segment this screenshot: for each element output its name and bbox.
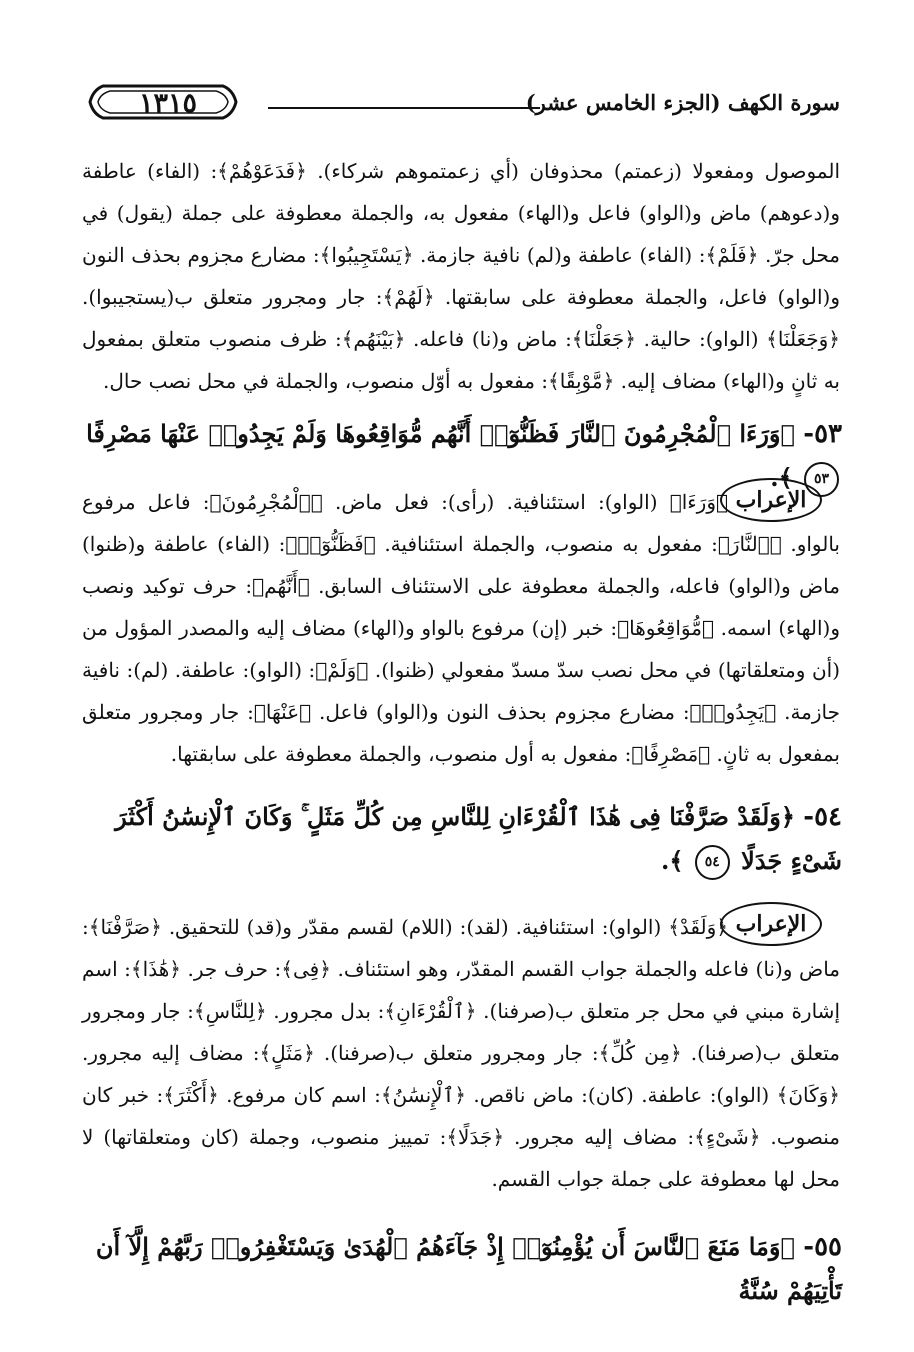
verse-number: ٥٣- <box>803 419 842 449</box>
page-header <box>88 78 840 130</box>
page-number: ١٣١٥ <box>138 88 197 119</box>
erab-badge: الإعراب <box>720 478 822 522</box>
ayah-number-marker: ٥٤ <box>695 845 730 880</box>
verse-close: ﴾. <box>660 846 684 875</box>
verse-text: ﴿وَمَا مَنَعَ ٱلنَّاسَ أَن يُؤْمِنُوٓا۟ إِذْ جَآءَهُمُ ٱلْهُدَىٰ وَيَسْتَغْفِرُوا۟ رَبَّهُمْ إِلَّآ أَن تَأْتِيَهُمْ سُنَّةُ <box>95 1232 842 1305</box>
erab-badge: الإعراب <box>720 902 822 946</box>
ayah-number-marker: ٥٣ <box>804 462 839 497</box>
header-rule <box>268 107 540 109</box>
surah-and-part-title: سورة الكهف (الجزء الخامس عشر) <box>525 90 840 115</box>
erab-text: ﴿وَرَءَا﴾ (الواو): استئنافية. (رأى): فعل ماض. ﴿ٱلْمُجْرِمُونَ﴾: فاعل مرفوع بالواو. ﴿ٱلنَّارَ﴾: مفعول به منصوب، والجملة استئنافية. ﴿فَظَنُّوٓا۟﴾: (الفاء) عاطفة و(ظنوا) ماض و(الواو) فاعله، والجملة معطوفة على الاستئناف السابق. ﴿أَنَّهُم﴾: حرف توكيد ونصب و(الهاء) اسمه. ﴿مُّوَاقِعُوهَا﴾: خبر (إن) مرفوع بالواو و(الهاء) مضاف إليه والمصدر المؤول من (أن ومتعلقاتها) في محل نصب سدّ مسدّ مفعولي (ظنوا). ﴿وَلَمْ﴾: (الواو): عاطفة. (لم): نافية جازمة. ﴿يَجِدُوا۟﴾: مضارع مجزوم بحذف النون و(الواو) فاعل. ﴿عَنْهَا﴾: جار ومجرور متعلق بمفعول به ثانٍ. ﴿مَصْرِفًا﴾: مفعول به أول منصوب، والجملة معطوفة على سابقتها. <box>82 490 840 766</box>
erab-paragraph-53 <box>82 481 840 781</box>
verse-close: ﴾. <box>770 463 793 492</box>
erab-text: ﴿وَلَقَدْ﴾ (الواو): استئنافية. (لقد): (اللام) لقسم مقدّر و(قد) للتحقيق. ﴿صَرَّفْنَا﴾: ماض و(نا) فاعله والجملة جواب القسم المقدّر، وهو استئناف. ﴿فِى﴾: حرف جر. ﴿هَٰذَا﴾: اسم إشارة مبني في محل جر متعلق ب(صرفنا). ﴿ٱلْقُرْءَانِ﴾: بدل مجرور. ﴿لِلنَّاسِ﴾: جار ومجرور متعلق ب(صرفنا). ﴿مِن كُلِّ﴾: جار ومجرور متعلق ب(صرفنا). ﴿مَثَلٍ﴾: مضاف إليه مجرور. ﴿وَكَانَ﴾ (الواو): عاطفة. (كان): ماض ناقص. ﴿ٱلْإِنسَٰنُ﴾: اسم كان مرفوع. ﴿أَكْثَرَ﴾: خبر كان منصوب. ﴿شَىْءٍ﴾: مضاف إليه مجرور. ﴿جَدَلًا﴾: تمييز منصوب، وجملة (كان ومتعلقاتها) لا محل لها معطوفة على جملة جواب القسم. <box>82 915 840 1191</box>
erab-paragraph-54 <box>82 906 840 1210</box>
verse-number: ٥٤- <box>803 802 842 832</box>
verse-text: ﴿وَلَقَدْ صَرَّفْنَا فِى هَٰذَا ٱلْقُرْءَانِ لِلنَّاسِ مِن كُلِّ مَثَلٍ ۚ وَكَانَ ٱلْإِنسَٰنُ أَكْثَرَ شَىْءٍ جَدَلًا <box>115 802 842 875</box>
verse-text: ﴿وَرَءَا ٱلْمُجْرِمُونَ ٱلنَّارَ فَظَنُّوٓا۟ أَنَّهُم مُّوَاقِعُوهَا وَلَمْ يَجِدُوا۟ عَنْهَا مَصْرِفًا <box>86 419 795 448</box>
verse-55 <box>82 1225 842 1313</box>
intro-paragraph: الموصول ومفعولا (زعمتم) محذوفان (أي زعمتموهم شركاء). ﴿فَدَعَوْهُمْ﴾: (الفاء) عاطفة و(دعوهم) ماض و(الواو) فاعل و(الهاء) مفعول به، والجملة معطوفة على جملة (يقول) في محل جرّ. ﴿فَلَمْ﴾: (الفاء) عاطفة و(لم) نافية جازمة. ﴿يَسْتَجِيبُوا﴾: مضارع مجزوم بحذف النون و(الواو) فاعل، والجملة معطوفة على سابقتها. ﴿لَهُمْ﴾: جار ومجرور متعلق ب(يستجيبوا). ﴿وَجَعَلْنَا﴾ (الواو): حالية. ﴿جَعَلْنَا﴾: ماض و(نا) فاعله. ﴿بَيْنَهُم﴾: ظرف منصوب متعلق بمفعول به ثانٍ و(الهاء) مضاف إليه. ﴿مَّوْبِقًا﴾: مفعول به أوّل منصوب، والجملة في محل نصب حال. <box>82 159 840 393</box>
verse-number: ٥٥- <box>803 1232 842 1262</box>
verse-54 <box>82 795 842 883</box>
